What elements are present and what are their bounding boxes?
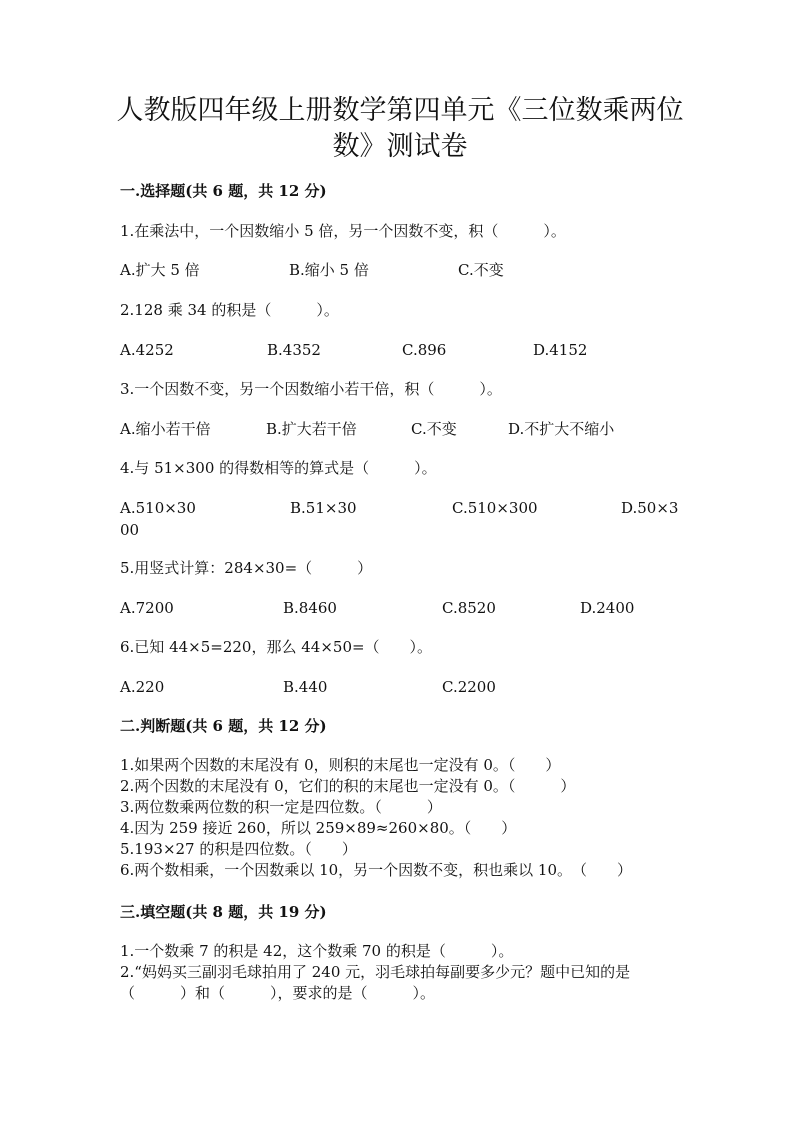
question-option: B.扩大若干倍 bbox=[266, 420, 357, 438]
question-option: B.缩小 5 倍 bbox=[289, 261, 369, 279]
fill-in-item-continuation: （ ）和（ ），要求的是（ ）。 bbox=[120, 984, 436, 1002]
question-option: C.510×300 bbox=[452, 499, 538, 517]
question-stem: 5.用竖式计算：284×30=（ ） bbox=[120, 559, 373, 577]
judgement-item: 4.因为 259 接近 260，所以 259×89≈260×80。（ ） bbox=[120, 819, 517, 837]
judgement-item: 5.193×27 的积是四位数。（ ） bbox=[120, 840, 357, 858]
question-stem: 2.128 乘 34 的积是（ ）。 bbox=[120, 301, 339, 319]
question-option: A.缩小若干倍 bbox=[120, 420, 211, 438]
question-option: B.440 bbox=[283, 678, 328, 696]
question-option: A.4252 bbox=[120, 341, 174, 359]
question-option: C.不变 bbox=[411, 420, 457, 438]
page-title-line-1: 人教版四年级上册数学第四单元《三位数乘两位 bbox=[116, 95, 684, 126]
question-stem: 4.与 51×300 的得数相等的算式是（ ）。 bbox=[120, 459, 437, 477]
question-option: A.220 bbox=[120, 678, 165, 696]
question-stem: 6.已知 44×5=220，那么 44×50=（ ）。 bbox=[120, 638, 433, 656]
question-option: B.8460 bbox=[283, 599, 337, 617]
fill-in-item: 1.一个数乘 7 的积是 42，这个数乘 70 的积是（ ）。 bbox=[120, 942, 514, 960]
section-heading-fill-in: 三.填空题(共 8 题，共 19 分) bbox=[120, 903, 327, 921]
question-option: B.51×30 bbox=[290, 499, 357, 517]
judgement-item: 6.两个数相乘，一个因数乘以 10，另一个因数不变，积也乘以 10。 （ ） bbox=[120, 861, 633, 879]
judgement-item: 3.两位数乘两位数的积一定是四位数。（ ） bbox=[120, 798, 442, 816]
judgement-item: 1.如果两个因数的末尾没有 0，则积的末尾也一定没有 0。（ ） bbox=[120, 756, 561, 774]
question-option-wrap: 00 bbox=[120, 521, 140, 539]
question-option: D.4152 bbox=[533, 341, 588, 359]
fill-in-item: 2.“妈妈买三副羽毛球拍用了 240 元，羽毛球拍每副要多少元？题中已知的是 bbox=[120, 963, 631, 981]
question-option: C.不变 bbox=[458, 261, 504, 279]
question-option: A.510×30 bbox=[120, 499, 196, 517]
question-stem: 3.一个因数不变，另一个因数缩小若干倍，积（ ）。 bbox=[120, 380, 502, 398]
page-title-line-2: 数》测试卷 bbox=[332, 131, 468, 162]
question-option: C.2200 bbox=[442, 678, 496, 696]
question-option: C.896 bbox=[402, 341, 447, 359]
question-option: C.8520 bbox=[442, 599, 496, 617]
question-stem: 1.在乘法中，一个因数缩小 5 倍，另一个因数不变，积（ ）。 bbox=[120, 222, 566, 240]
section-heading-choice: 一.选择题(共 6 题，共 12 分) bbox=[120, 182, 327, 200]
question-option: A.7200 bbox=[120, 599, 174, 617]
question-option: D.50×3 bbox=[621, 499, 679, 517]
question-option: A.扩大 5 倍 bbox=[120, 261, 200, 279]
question-option: D.不扩大不缩小 bbox=[508, 420, 615, 438]
judgement-item: 2.两个因数的末尾没有 0，它们的积的末尾也一定没有 0。（ ） bbox=[120, 777, 576, 795]
question-option: B.4352 bbox=[267, 341, 321, 359]
question-option: D.2400 bbox=[580, 599, 635, 617]
section-heading-true-false: 二.判断题(共 6 题，共 12 分) bbox=[120, 717, 327, 735]
